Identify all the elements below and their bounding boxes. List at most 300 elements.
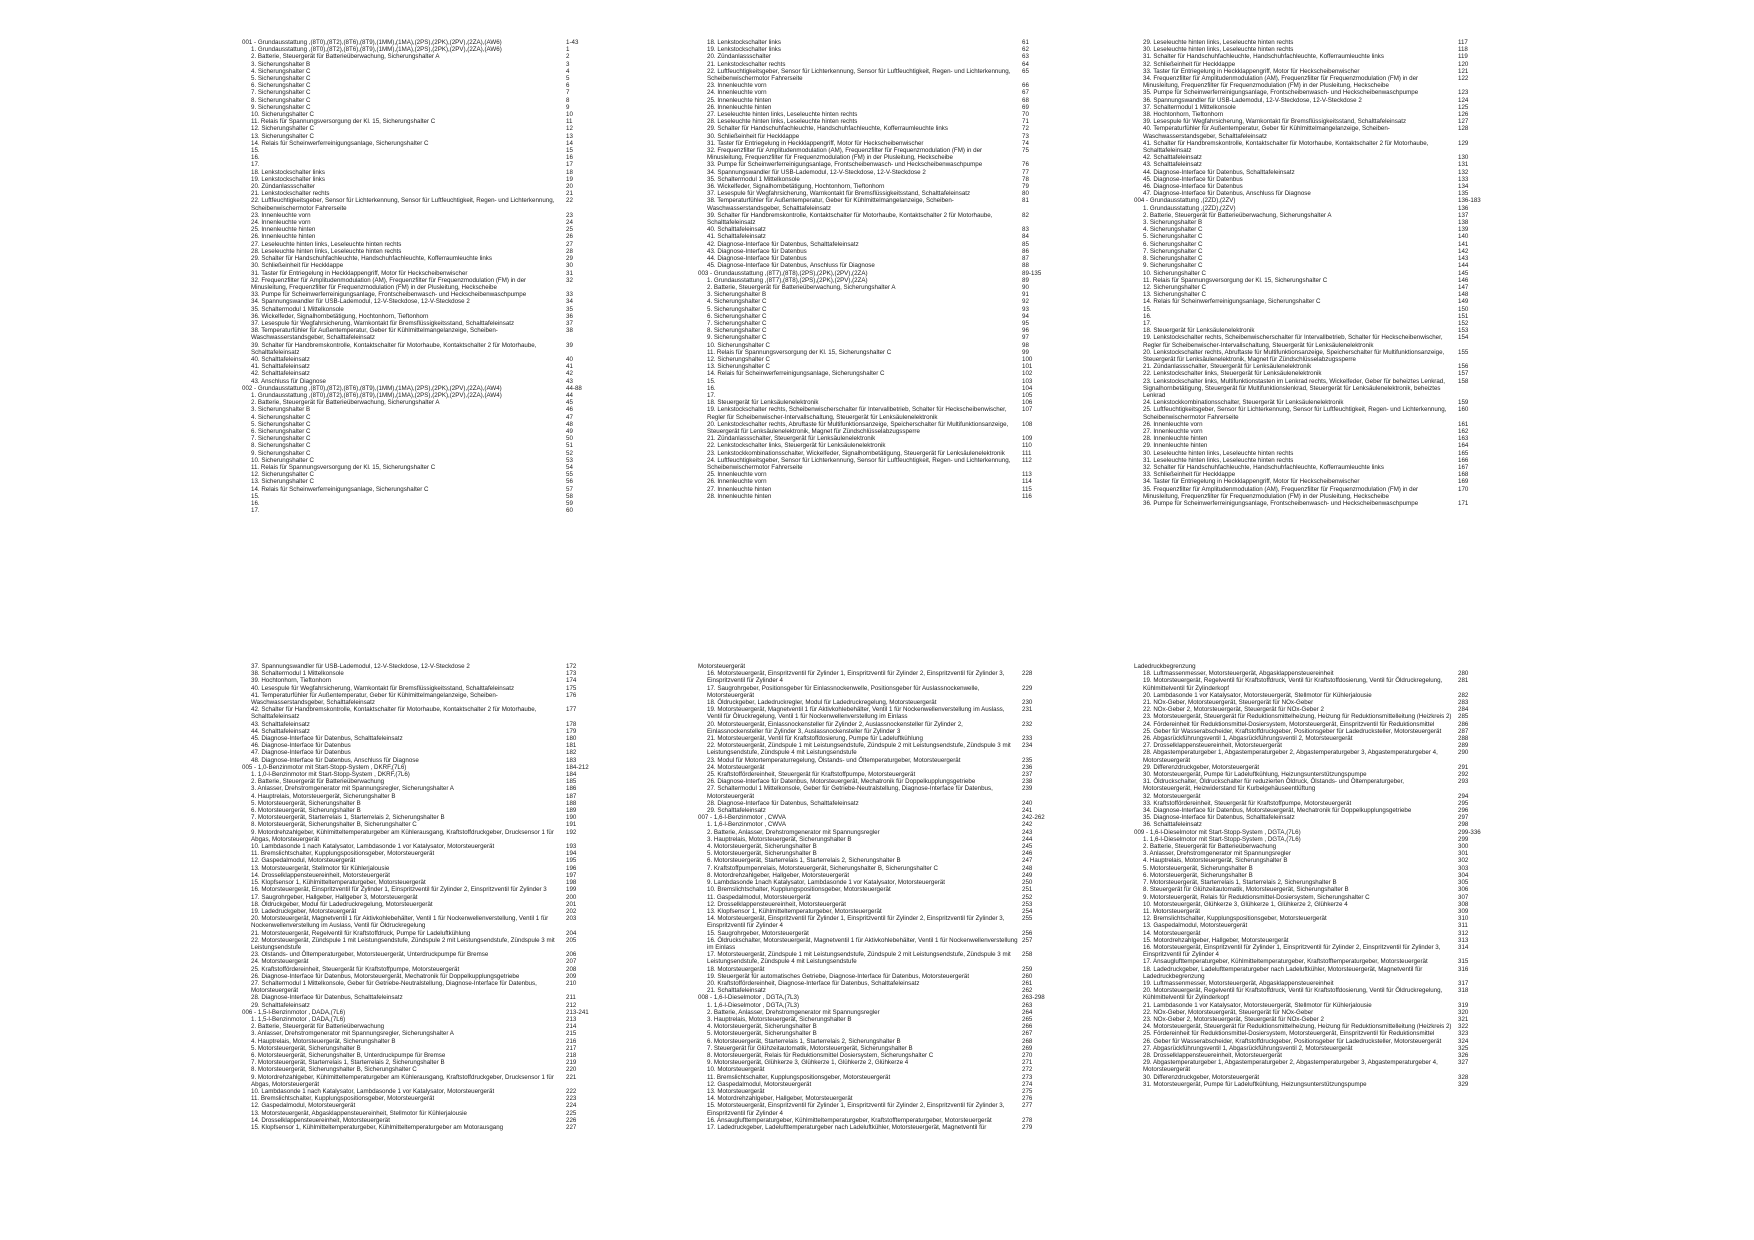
index-entry: [698, 908, 1066, 915]
index-entry: [242, 457, 610, 464]
index-section-heading: [698, 270, 1066, 277]
index-entry: [1134, 241, 1502, 248]
entry-title: 7. Kraftstoffpumpenrelais, Motorsteuergerät, Sicherungshalter B, Sicherungshalter C: [707, 864, 939, 872]
entry-page-number: 265: [1022, 1015, 1033, 1023]
entry-title: 36. Spannungswandler für USB-Lademodul, 12-V-Steckdose, 12-V-Steckdose 2: [1143, 96, 1362, 104]
index-entry: [1134, 886, 1502, 893]
entry-page-number: 249: [1022, 871, 1033, 879]
entry-page-number: 57: [566, 485, 573, 493]
entry-page-number: 167: [1458, 463, 1469, 471]
entry-title: 9. Sicherungshalter C: [707, 334, 767, 342]
entry-page-number: 171: [1458, 500, 1469, 507]
index-entry: [698, 685, 1066, 699]
entry-page-number: 184-212: [566, 763, 589, 771]
entry-page-number: 212: [566, 1001, 577, 1009]
entry-title: 15. Klopfsensor 1, Kühlmitteltemperaturgeber, Kühlmitteltemperaturgeber am Motorausgang: [251, 1124, 504, 1131]
index-entry: [1134, 771, 1502, 778]
index-entry: [1134, 370, 1502, 377]
index-entry: [1134, 457, 1502, 464]
entry-title: 35. Schaltermodul 1 Mittelkonsole: [707, 175, 800, 183]
index-entry: [242, 478, 610, 485]
entry-title: 1. 1,0-l-Benzinmotor mit Start-Stopp-System , DKRF,(7L6): [251, 771, 410, 779]
index-entry: [1134, 219, 1502, 226]
entry-title: 9. Motorsteuergerät, Relais für Reduktionsmittel-Dosiersystem, Sicherungshalter C: [1143, 893, 1370, 901]
entry-title: 43. Schalttafeleinsatz: [251, 720, 310, 728]
index-entry: [698, 1081, 1066, 1088]
index-entry: [1134, 298, 1502, 305]
entry-page-number: 55: [566, 471, 573, 479]
entry-title: 1. 1,6-l-Benzinmotor , CWVA: [707, 821, 786, 829]
entry-title: 41. Schalttafeleinsatz: [707, 233, 766, 241]
index-entry: [242, 915, 610, 929]
index-entry: [698, 320, 1066, 327]
index-entry: [242, 68, 610, 75]
entry-title: 16. Öldruckschalter, Motorsteuergerät, Magnetventil 1 für Aktivkohlebehälter, Ventil 1 für Nockenwellenverstellung im Einlass: [707, 936, 1018, 951]
index-entry: [698, 1030, 1066, 1037]
entry-title: 24. Innenleuchte vorn: [707, 89, 767, 97]
index-entry: [698, 980, 1066, 987]
index-entry: [1134, 908, 1502, 915]
entry-title: 6. Sicherungshalter C: [251, 82, 311, 90]
entry-page-number: 131: [1458, 161, 1469, 169]
entry-title: 3. Sicherungshalter B: [251, 406, 311, 414]
index-entry: [1134, 1081, 1502, 1088]
entry-page-number: 198: [566, 879, 577, 887]
index-entry: [1134, 212, 1502, 219]
entry-page-number: 231: [1022, 706, 1033, 714]
entry-page-number: 26: [566, 233, 573, 241]
entry-page-number: 54: [566, 463, 573, 471]
entry-page-number: 183: [566, 756, 577, 764]
entry-page-number: 300: [1458, 843, 1469, 851]
entry-page-number: 42: [566, 370, 573, 378]
entry-title: 33. Pumpe für Scheinwerferreinigungsanlage, Frontscheibenwasch- und Heckscheibenwaschpumpe: [251, 291, 527, 299]
entry-title: 26. Innenleuchte vorn: [1143, 420, 1203, 428]
entry-page-number: 238: [1022, 778, 1033, 786]
entry-title: 30. Leseleuchte hinten links, Leseleuchte hinten rechts: [1143, 449, 1294, 457]
entry-page-number: 206: [566, 951, 577, 959]
index-entry: [1134, 742, 1502, 749]
entry-title: 15.: [251, 492, 260, 500]
entry-title: 27. Leseleuchte hinten links, Leseleuchte hinten rechts: [707, 111, 858, 119]
index-entry: [242, 392, 610, 399]
entry-page-number: 225: [566, 1109, 577, 1117]
entry-title: 33. Taster für Entriegelung in Heckklappengriff, Motor für Heckscheibenwischer: [1143, 67, 1360, 75]
index-entry: [242, 735, 610, 742]
entry-page-number: 204: [566, 929, 577, 937]
index-entry: [698, 987, 1066, 994]
index-entry: [1134, 183, 1502, 190]
entry-title: 17. Ladedruckgeber, Ladelufttemperaturgeber nach Ladeluftkühler, Motorsteuergerät, Magnetventil für: [707, 1124, 987, 1131]
index-entry: [1134, 97, 1502, 104]
entry-title: 008 - 1,6-l-Dieselmotor , DGTA,(7L3): [698, 994, 799, 1002]
entry-page-number: 105: [1022, 391, 1033, 399]
entry-page-number: 320: [1458, 1008, 1469, 1016]
entry-page-number: 60: [566, 507, 573, 515]
entry-page-number: 301: [1458, 850, 1469, 858]
index-entry: [242, 1059, 610, 1066]
entry-page-number: 297: [1458, 814, 1469, 822]
entry-page-number: 89: [1022, 276, 1029, 284]
index-entry: [242, 270, 610, 277]
entry-title: 6. Sicherungshalter C: [251, 427, 311, 435]
index-entry: [242, 442, 610, 449]
entry-title: 31. Öldruckschalter, Öldruckschalter für reduzierten Öldruck, Ölstands- und Öltemperaturgeber, Motorsteuergerät, Heizwiderstand für Kurbelgehäuseentlüftung: [1143, 778, 1405, 793]
entry-title: 46. Diagnose-Interface für Datenbus: [251, 742, 351, 750]
index-entry: [698, 378, 1066, 385]
entry-page-number: 109: [1022, 435, 1033, 443]
entry-page-number: 67: [1022, 89, 1029, 97]
entry-title: 10. Motorsteuergerät: [707, 1066, 765, 1074]
entry-title: 18. Steuergerät für Lenksäulenelektronik: [1143, 327, 1255, 335]
index-entry: [1134, 1074, 1502, 1081]
entry-page-number: 101: [1022, 363, 1033, 371]
index-entry: [1134, 721, 1502, 728]
entry-page-number: 299: [1458, 835, 1469, 843]
index-entry: [698, 1102, 1066, 1116]
index-entry: [242, 1030, 610, 1037]
index-entry: [242, 872, 610, 879]
index-entry: [698, 699, 1066, 706]
entry-title: 18. Motorsteuergerät: [707, 965, 765, 973]
index-entry: [698, 1045, 1066, 1052]
entry-page-number: 310: [1458, 915, 1469, 923]
entry-page-number: 222: [566, 1087, 577, 1095]
index-entry: [698, 82, 1066, 89]
entry-page-number: 44-88: [566, 384, 582, 392]
entry-title: 18. Öldruckgeber, Modul für Ladedruckregelung, Motorsteuergerät: [251, 900, 433, 908]
entry-page-number: 196: [566, 864, 577, 872]
index-entry: [242, 843, 610, 850]
entry-title: 3. Hauptrelais, Motorsteuergerät, Sicherungshalter B: [707, 1015, 852, 1023]
index-section-heading: [242, 764, 610, 771]
entry-title: 37. Schaltermodul 1 Mittelkonsole: [1143, 103, 1236, 111]
index-entry: [242, 262, 610, 269]
entry-page-number: 192: [566, 828, 577, 836]
entry-title: 18. Lenkstockschalter links: [707, 39, 781, 46]
index-entry: [242, 908, 610, 915]
entry-page-number: 255: [1022, 915, 1033, 923]
entry-title: 6. Motorsteuergerät, Sicherungshalter B: [251, 807, 361, 815]
index-entry: [242, 161, 610, 168]
entry-title: 26. Innenleuchte hinten: [707, 103, 772, 111]
index-entry: [698, 1038, 1066, 1045]
entry-page-number: 288: [1458, 735, 1469, 743]
entry-page-number: 317: [1458, 979, 1469, 987]
entry-title: 13. Motorsteuergerät, Abgasklappensteuereinheit, Stellmotor für Kühlerjalousie: [251, 1109, 467, 1117]
entry-page-number: 136-183: [1458, 197, 1481, 205]
entry-title: 19. Lenkstockschalter rechts, Scheibenwischerschalter für Intervallbetrieb, Schalter für Heckscheibenwischer, Regler für Scheibenwischer-Intervallschaltung, Steuergerät für Lenksäulenelektronik: [707, 406, 1007, 421]
entry-page-number: 75: [1022, 147, 1029, 155]
entry-page-number: 19: [566, 175, 573, 183]
entry-page-number: 29: [566, 255, 573, 263]
entry-page-number: 319: [1458, 1001, 1469, 1009]
entry-title: 6. Motorsteuergerät, Starterrelais 1, Starterrelais 2, Sicherungshalter B: [707, 1037, 901, 1045]
entry-title: 20. Zündanlassschalter: [251, 183, 315, 191]
entry-title: 001 - Grundausstattung ,(8T0),(8T2),(8T6),(8T9),(1MM),(1MA),(2PS),(2PK),(2PV),(2ZA),(AW6): [242, 39, 502, 46]
index-entry: [242, 800, 610, 807]
entry-title: 31. Taster für Entriegelung in Heckklappengriff, Motor für Heckscheibenwischer: [251, 269, 468, 277]
entry-page-number: 248: [1022, 864, 1033, 872]
entry-title: 13. Klopfsensor 1, Kühlmitteltemperaturgeber, Motorsteuergerät: [707, 907, 882, 915]
entry-title: 3. Hauptrelais, Motorsteuergerät, Sicherungshalter B: [707, 835, 852, 843]
index-entry: [1134, 428, 1502, 435]
entry-page-number: 170: [1458, 485, 1469, 493]
entry-page-number: 84: [1022, 233, 1029, 241]
index-entry: [242, 169, 610, 176]
index-entry: [1134, 161, 1502, 168]
index-entry: [1134, 1002, 1502, 1009]
entry-title: 28. Drosselklappensteuereinheit, Motorsteuergerät: [1143, 1051, 1282, 1059]
entry-page-number: 292: [1458, 771, 1469, 779]
entry-title: 12. Gaspedalmodul, Motorsteuergerät: [707, 1080, 812, 1088]
entry-page-number: 199: [566, 886, 577, 894]
entry-page-number: 253: [1022, 900, 1033, 908]
index-entry: [698, 262, 1066, 269]
index-entry: [242, 749, 610, 756]
index-section-heading: [1134, 197, 1502, 204]
entry-page-number: 321: [1458, 1015, 1469, 1023]
index-entry: [1134, 450, 1502, 457]
entry-title: 21. Zündanlassschalter, Steuergerät für Lenksäulenelektronik: [707, 435, 876, 443]
index-entry: [242, 901, 610, 908]
entry-title: 23. Lenkstockschalter links, Multifunktionstasten im Lenkrad rechts, Wickelfeder, Geber für beheiztes Lenkrad, Signalhornbetätigung, Steuergerät für Multifunktionslenkrad, Steuergerät für Lenksäulenelektronik, beheiztes Lenkrad: [1143, 377, 1445, 399]
entry-page-number: 69: [1022, 103, 1029, 111]
entry-page-number: 140: [1458, 233, 1469, 241]
entry-title: 11. Bremslichtschalter, Kupplungspositionsgeber, Motorsteuergerät: [251, 1095, 435, 1103]
entry-page-number: 65: [1022, 67, 1029, 75]
entry-title: 29. Schalttafeleinsatz: [707, 807, 766, 815]
entry-page-number: 252: [1022, 893, 1033, 901]
entry-page-number: 194: [566, 850, 577, 858]
entry-title: 19. Lenkstockschalter rechts, Scheibenwischerschalter für Intervallbetrieb, Schalter für Heckscheibenwischer, Regler für Scheibenwischer-Intervallschaltung, Steuergerät für Lenksäulenelektronik: [1143, 334, 1443, 349]
entry-page-number: 186: [566, 785, 577, 793]
entry-title: 22. Motorsteuergerät, Zündspule 1 mit Leistungsendstufe, Zündspule 2 mit Leistungsendstufe, Zündspule 3 mit Leistungsendstufe: [251, 936, 555, 951]
entry-title: 5. Sicherungshalter C: [1143, 233, 1203, 241]
index-entry: [698, 298, 1066, 305]
entry-page-number: 191: [566, 821, 577, 829]
index-entry: [698, 197, 1066, 211]
entry-page-number: 271: [1022, 1059, 1033, 1067]
entry-title: 8. Steuergerät für Glühzeitautomatik, Motorsteuergerät, Sicherungshalter B: [1143, 886, 1349, 894]
entry-title: 4. Sicherungshalter C: [707, 298, 767, 306]
index-entry: [1134, 176, 1502, 183]
entry-page-number: 258: [1022, 951, 1033, 959]
entry-page-number: 277: [1022, 1102, 1033, 1110]
entry-page-number: 240: [1022, 799, 1033, 807]
entry-page-number: 49: [566, 427, 573, 435]
index-entry: [242, 327, 610, 341]
entry-page-number: 141: [1458, 240, 1469, 248]
index-entry: [242, 370, 610, 377]
entry-page-number: 263-298: [1022, 994, 1045, 1002]
index-entry: [698, 291, 1066, 298]
index-entry: [1134, 255, 1502, 262]
index-entry: [1134, 291, 1502, 298]
index-entry: [242, 821, 610, 828]
entry-page-number: 308: [1458, 900, 1469, 908]
index-entry: [1134, 728, 1502, 735]
index-entry: [242, 190, 610, 197]
entry-page-number: 195: [566, 857, 577, 865]
entry-title: 24. Luftfeuchtigkeitsgeber, Sensor für Lichterkennung, Sensor für Luftfeuchtigkeit, Regen- und Lichterkennung, Scheibenwischermotor Fahrerseite: [707, 456, 1011, 471]
entry-page-number: 201: [566, 900, 577, 908]
entry-title: 44. Diagnose-Interface für Datenbus: [707, 255, 807, 263]
entry-page-number: 230: [1022, 699, 1033, 707]
entry-page-number: 307: [1458, 893, 1469, 901]
entry-title: 45. Diagnose-Interface für Datenbus: [1143, 175, 1243, 183]
index-entry: [1134, 706, 1502, 713]
index-entry: [242, 255, 610, 262]
index-entry: [242, 1095, 610, 1102]
entry-page-number: 278: [1022, 1116, 1033, 1124]
entry-page-number: 143: [1458, 255, 1469, 263]
entry-title: 10. Lambdasonde 1 nach Katalysator, Lambdasonde 1 vor Katalysator, Motorsteuergerät: [251, 1087, 495, 1095]
entry-title: 39. Schalter für Handbremskontrolle, Kontaktschalter für Motorhaube, Kontaktschalter 2 für Motorhaube, Schalttafeleinsatz: [251, 341, 537, 356]
index-entry: [242, 980, 610, 994]
index-entry: [698, 915, 1066, 929]
index-entry: [1134, 778, 1502, 792]
index-entry: [698, 951, 1066, 965]
index-entry: [242, 966, 610, 973]
entry-page-number: 88: [1022, 262, 1029, 270]
entry-title: 15.: [707, 377, 716, 385]
entry-title: 30. Differenzdruckgeber, Motorsteuergerät: [1143, 1073, 1260, 1081]
index-entry: [698, 1016, 1066, 1023]
entry-page-number: 242: [1022, 821, 1033, 829]
entry-title: 24. Fördereinheit für Reduktionsmittel-Dosiersystem, Motorsteuergerät, Einspritzventil für Reduktionsmittel: [1143, 720, 1435, 728]
entry-title: 32. Frequenzfilter für Amplitudenmodulation (AM), Frequenzfilter für Frequenzmodulation (FM) in der Minusleitung, Frequenzfilter für Frequenzmodulation (FM) in der Plusleitung, Heckscheibe: [707, 147, 983, 162]
entry-title: 10. Sicherungshalter C: [251, 456, 314, 464]
entry-page-number: 123: [1458, 89, 1469, 97]
entry-page-number: 153: [1458, 327, 1469, 335]
entry-title: 31. Motorsteuergerät, Pumpe für Ladeluftkühlung, Heizungsunterstützungspumpe: [1143, 1080, 1367, 1088]
index-entry: [1134, 154, 1502, 161]
entry-page-number: 43: [566, 377, 573, 385]
entry-title: 42. Schalttafeleinsatz: [251, 370, 310, 378]
index-entry: [698, 973, 1066, 980]
index-entry: [698, 226, 1066, 233]
index-entry: [698, 1066, 1066, 1073]
index-entry: [698, 457, 1066, 471]
entry-title: 40. Temperaturfühler für Außentemperatur, Geber für Kühlmittelmangelanzeige, Scheiben-Waschwasserstandsgeber, Schalttafeleinsatz: [1143, 125, 1390, 140]
entry-title: 8. Motorsteuergerät, Sicherungshalter B, Sicherungshalter C: [251, 821, 417, 829]
entry-page-number: 200: [566, 893, 577, 901]
index-entry: [242, 850, 610, 857]
entry-title: 29. Schalttafeleinsatz: [251, 1001, 310, 1009]
index-entry: [242, 1124, 610, 1131]
index-entry: [1134, 334, 1502, 348]
entry-page-number: 246: [1022, 850, 1033, 858]
entry-title: 22. Lenkstockschalter links, Steuergerät für Lenksäulenelektronik: [707, 442, 886, 450]
entry-title: 24. Lenkstockkombinationsschalter, Steuergerät für Lenksäulenelektronik: [1143, 399, 1344, 407]
entry-title: 2. Batterie, Anlasser, Drehstromgenerator mit Spannungsregler: [707, 828, 880, 836]
entry-title: 5. Sicherungshalter C: [251, 420, 311, 428]
entry-title: 21. Motorsteuergerät, Ventil für Kraftstoffdosierung, Pumpe für Ladeluftkühlung: [707, 735, 923, 743]
index-entry: [242, 894, 610, 901]
index-entry: [242, 46, 610, 53]
index-entry: [1134, 378, 1502, 400]
entry-page-number: 311: [1458, 922, 1468, 930]
entry-title: 20. Kraftstoffördereinheit, Diagnose-Interface für Datenbus, Schalttafeleinsatz: [707, 979, 920, 987]
index-entry: [1134, 980, 1502, 987]
entry-title: 2. Batterie, Steuergerät für Batterieüberwachung, Sicherungshalter A: [707, 283, 896, 291]
index-entry: [698, 721, 1066, 735]
index-entry: [698, 1023, 1066, 1030]
entry-title: Motorsteuergerät: [698, 663, 746, 670]
index-entry: [1134, 987, 1502, 1001]
entry-title: 23. Modul für Motortemperaturregelung, Ölstands- und Öltemperaturgeber, Motorsteuergerät: [707, 756, 961, 764]
entry-title: 19. Lenkstockschalter links: [707, 46, 781, 54]
entry-page-number: 178: [566, 720, 577, 728]
entry-page-number: 180: [566, 735, 577, 743]
index-entry: [698, 843, 1066, 850]
entry-title: 8. Sicherungshalter C: [1143, 255, 1203, 263]
entry-title: 9. Motordrehzahlgeber, Kühlmitteltemperaturgeber am Kühlerausgang, Kraftstoffdruckgeber, Drucksensor 1 für Abgas, Motorsteuergerät: [251, 1073, 554, 1088]
index-entry: [242, 677, 610, 684]
index-entry: [242, 1074, 610, 1088]
entry-title: Ladedruckbegrenzung: [1134, 663, 1196, 670]
index-entry: [242, 248, 610, 255]
entry-page-number: 293: [1458, 778, 1469, 786]
entry-title: 18. Steuergerät für Lenksäulenelektronik: [707, 399, 819, 407]
entry-page-number: 146: [1458, 276, 1469, 284]
entry-title: 8. Sicherungshalter C: [251, 96, 311, 104]
entry-page-number: 17: [566, 161, 573, 169]
index-entry: [242, 958, 610, 965]
index-entry: [698, 865, 1066, 872]
entry-page-number: 299-336: [1458, 828, 1481, 836]
index-entry: [1134, 190, 1502, 197]
index-entry: [698, 363, 1066, 370]
index-entry: [242, 663, 610, 670]
entry-page-number: 13: [566, 132, 573, 140]
entry-page-number: 31: [566, 269, 573, 277]
entry-title: 14. Motordrehzahlgeber, Hallgeber, Motorsteuergerät: [707, 1095, 853, 1103]
entry-title: 28. Diagnose-Interface für Datenbus, Schalttafeleinsatz: [707, 799, 859, 807]
entry-page-number: 211: [566, 994, 576, 1002]
entry-page-number: 214: [566, 1023, 577, 1031]
entry-page-number: 148: [1458, 291, 1469, 299]
entry-title: 45. Diagnose-Interface für Datenbus, Schalttafeleinsatz: [251, 735, 403, 743]
entry-page-number: 264: [1022, 1008, 1033, 1016]
entry-title: 14. Relais für Scheinwerferreinigungsanlage, Sicherungshalter C: [707, 370, 885, 378]
entry-page-number: 329: [1458, 1080, 1469, 1088]
entry-page-number: 274: [1022, 1080, 1033, 1088]
index-entry: [1134, 89, 1502, 96]
entry-title: 13. Sicherungshalter C: [707, 363, 770, 371]
index-entry: [242, 53, 610, 60]
entry-title: 38. Schaltermodul 1 Mittelkonsole: [251, 670, 344, 678]
index-entry: [1134, 966, 1502, 980]
entry-title: 10. Sicherungshalter C: [707, 341, 770, 349]
entry-page-number: 74: [1022, 139, 1029, 147]
index-entry: [1134, 821, 1502, 828]
index-entry: [242, 951, 610, 958]
entry-title: 27. Leseleuchte hinten links, Leseleuchte hinten rechts: [251, 240, 402, 248]
entry-page-number: 304: [1458, 871, 1469, 879]
index-entry: [1134, 937, 1502, 944]
entry-title: 9. Sicherungshalter C: [1143, 262, 1203, 270]
entry-page-number: 295: [1458, 799, 1469, 807]
index-entry: [698, 406, 1066, 420]
entry-page-number: 285: [1458, 713, 1469, 721]
index-entry: [698, 118, 1066, 125]
index-entry: [698, 1002, 1066, 1009]
index-entry: [242, 306, 610, 313]
index-entry: [242, 500, 610, 507]
entry-page-number: 261: [1022, 979, 1033, 987]
